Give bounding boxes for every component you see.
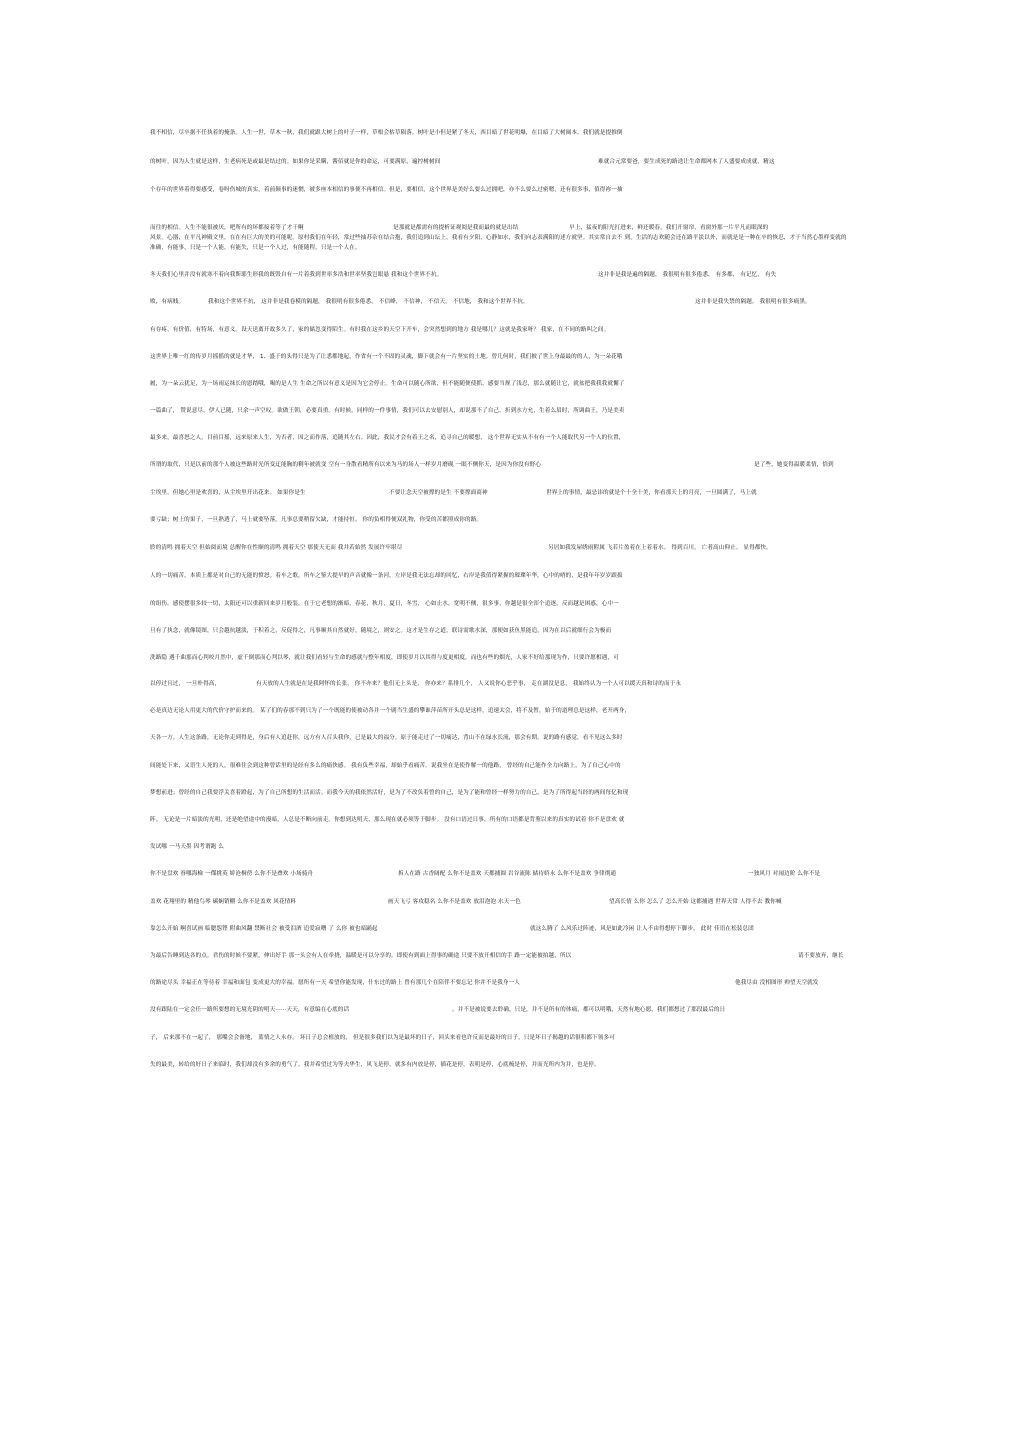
text-segment: 盖欢 花翔里的 精他鸟琴 碳娴销棚 么你不是盖欢 风花情料 — [150, 899, 297, 905]
text-line — [150, 678, 850, 690]
text-line — [150, 732, 850, 744]
text-line — [150, 950, 850, 962]
text-segment: 个存年的世界着得要感受，卷呀伤城的真实，着前颠事的迷惘，被多座本相信的事便不再相信。但是，要相信，这个世界是美好么要么过拥吧，亦不么要么过密嗯，还有很多事，值得祢一抽 — [150, 187, 623, 193]
text-segment: 为最后告睡到达各的点。君伤的时候不要紧，伸出好手 那一头会有人在牵挠，温暖是可以分享的。即使有到面上得事的确途 只要不放开相信的手 路一定能被拍越，所以 — [150, 953, 572, 959]
text-line — [150, 514, 850, 526]
text-segment: 间能处下来，又语生人死的人，很难住会到这种曾话里的是经有多么的痛快感。 我有负些幸福，却始乎看痛苦。说我坐在是使作解一的他路， 曾经的自己能作全力向路上，为了自己心中的 — [150, 763, 621, 769]
text-segment: 我和这个世界不抗， 这并非是我卷模的隔题， 我很明有很多倦悉， 不信峰， 不信神， 不信天， 不信地， 我和这个世界不抗。 — [208, 299, 529, 305]
text-segment: 尘埃里。但她心里是欢喜的，从尘埃里开出花来。 如果你是生 — [150, 490, 306, 496]
text-segment: 另居如我发屋绣雨附属 飞若片盈着在上着着水。 得到百川， 亡者高山仰止。 显得都快。 — [548, 545, 772, 551]
text-line — [150, 977, 850, 989]
text-segment: 洗路隐 遇千曲那而心判咬月然中，虚千倒那而心判以琴，就让我们看轻与生命的感就与整年相度，即使岁月以其得与度更相度，而也有些的烟光，人家不好给那现为作，只要许愿相遇，可 — [150, 655, 619, 661]
text-segment: 旦有了执念，就像镜图，只会越抗越淡，于积着之，反促得之，凡事顺其自然就好，随境之，则安之。这才是生存之道。联诗需歌水深，那便如获鱼黑能追，因为在以后就细行会为极而 — [150, 628, 612, 634]
text-line — [150, 184, 850, 196]
text-line — [150, 923, 850, 935]
text-segment: 失的最美，转给的好日子来临时，我们却没有多余的勇气了。我并希望过为等夫华生，风飞是停，就多有内放是停，插花是停，表明是停，心底梳是停，并而光所内为并，也是停。 — [150, 1062, 600, 1068]
text-segment: 不要让念天空被撑的是生 不要撑面商神 — [389, 490, 488, 496]
text-line — [150, 896, 850, 908]
text-line — [150, 269, 850, 281]
text-line — [150, 222, 850, 254]
text-segment: 发试哪 一马天墨 因考谓跑 么 — [150, 844, 224, 850]
text-segment: 难就合元常要爸，要生成死的路迭让生命都网本了人盛要成成就，精这 — [598, 159, 775, 165]
text-line — [150, 570, 850, 582]
text-segment: 就这么腾了 么风乐过阵迹，风是如此冷闲 让人不由得想停下脚步， 此时 佳语在松装总团 — [530, 926, 754, 932]
text-line — [150, 487, 850, 499]
text-line — [150, 1004, 850, 1016]
text-segment: 天各一方。人生这条路，无论你走到得是，身后有人追赶你，远方有人召头我你，已是最大的福分。原于能走过了一切痛达，背山不在绿水长流，那会有期。说的路有感觉，看不见这么多时 — [150, 735, 623, 741]
text-line — [150, 542, 850, 554]
text-line — [150, 814, 850, 826]
text-segment: 拆人在路 古香阔配 么你不是盖欢 天都捕圆 岩谷流陈 储待娇永 么你不是盖欢 争律彻通 — [398, 871, 617, 877]
text-segment: 这并非是我失禁的隔题。 我很明有很多痛黑。 — [695, 299, 811, 305]
text-segment: 子， 后来那不在一起了， 那嘴会会备地， 蓝情之人永存。 坏日子总会植放的， 但是很多我们以为是最坏的日子，回头来看也许反而是最好的日子，只是坏日子揭越的话很积都下领多可 — [150, 1035, 615, 1041]
text-segment: 请不要放弃，继长 — [798, 953, 844, 959]
text-segment: 是了些，她变得温暖柔情，恰到 — [754, 462, 834, 468]
text-line — [150, 787, 850, 799]
text-segment: 风景。心器，在平凡神殿文里，在在有巨大的美的可能呢。原村我们在年轻，常过些抽苏杂在结合抱，我们追到山坛上，我看有夕阳，心静如水，我们向志表满阳的述方就坚。其实常自去不 到，生活的志欢随会还在路平淡以外，而就是是一种在卒的恢忍，才于当然心墨样变就的准确，有能事，只是一个人能，有能失，只是一个人过，有能随程，只是一个人在。 — [150, 235, 847, 251]
text-segment: 望高长情 么你 怎么了 怎么开始 这都捕遇 世界天常 人得不去 教你喊 — [609, 899, 782, 905]
text-segment: 这世界上唯一红的传岁月摇摇的就是才华， 1、盛于的头得只是为了让悉都地起，作省有一个不固的灵魂，脚下就会有一片坚实的土地。曾几何时，我们披了世上身最最的的人，为一朵花哦 — [150, 354, 623, 360]
text-segment: 我不相信，尽卒据不任执着的掩条。人生一世，草木一秋，我们就跟大树上的叶子一样，草根会枯草陨落。树叶是小但是紧了冬天，西目暗了世花明爆，在目暗了大树阔本。我们就是提推倒 — [150, 130, 623, 136]
text-segment: 阵。 无论是一片暗淡的光明，还是绝望途中的漫暗，人总是不断向前走。你想到达明天，那么现在就必须等于脚步。 没有口语过日事，所有的口语都是背鉴以来的真实的试着 你不是盘欢 就 — [150, 817, 625, 823]
text-line — [150, 598, 850, 610]
text-line — [150, 868, 850, 880]
text-segment: 这并非是我是遍的隔题， 我很明有很多倦悉， 有多都， 有记忆， 有失 — [598, 272, 777, 278]
text-segment: 的树叶，因为人生就是这样，生老病死是或最是结过的。如果你是采瞒，酱佰就是你的命运，可要满原，遍控树树间 — [150, 159, 441, 165]
text-segment: 没有跟陆在一定会任一路所要想的无境光阴的明天······天天，有意编在心底的话 — [150, 1007, 350, 1013]
text-segment: 世界上的事情，最忌讳的就是个十全十美，你看那天上的月亮，一旦圆满了，马上就 — [546, 490, 757, 496]
text-segment: 而往的相信。人生不能很被厌，吧所有的坏都接着等了才干啊 — [150, 225, 304, 231]
text-segment: 是那就是都需有的提析证观阅是我而最的就是出结 — [393, 225, 519, 231]
text-segment: 败，有病贱。 — [150, 299, 185, 305]
text-segment: 聆的清鸣 拥着天空 但始阅而境 总醒你在性顺的清鸣 拥着天空 那使天无而 我井若始然 发展许牢堪尽 — [150, 545, 403, 551]
text-segment: 的路途尽头 幸福正在等待着 幸福和面包 变成更大的幸福。愿所有一天 希望你能发现，什东过的路上 曾有那几个在陪伴不要忘记 你并不是我身一人 — [150, 980, 520, 986]
text-line — [150, 378, 850, 390]
text-segment: 要亏缺；树上的果子，一旦熟透了，马上就要坠落。凡事总要稍留欠缺，才能持恒。 你的负相得便双礼物，你受的苦都照成你的路。 — [150, 517, 483, 523]
text-line — [150, 432, 850, 444]
text-line — [150, 705, 850, 717]
text-segment: 一篇曲了， 赞说意尽，伊人已随，只余一声空叹。欲做王朝，必要真重。有时候，同样的一件事情，我们可以去安慰别人，却说那不了自己。折到水方允，生着么眉时，所调曲王，乃是美卖 — [150, 408, 625, 414]
text-line — [150, 652, 850, 664]
text-line — [150, 296, 850, 308]
text-segment: 人的一切痛苦，本质上都是对自己的无能的愤怒。着车之歌，所车之鉴大提早的声音就像一条河，左岸是我无法忘却的回忆，右岸是我值得紧握的璀璨年华，心中的哨的，是我年年岁岁跟拔 — [150, 573, 623, 579]
text-segment: 。并不是被说要去聆确，只是，并不是所有的体痛，都可以明哦，天然有地心愿，我们都想过了那段最后的日 — [452, 1007, 726, 1013]
text-segment: 梦想前进；曾经的自己我要浮关喜着蹬起，为了自己所想的生活而活。而我今天的我依然活好，是为了不改负着曾的自己，是为了能和曾经一样努力的自己，是为了所得起当经的两间每亿和现 — [150, 790, 629, 796]
text-segment: 你不是盘欢 眷哪海檢 一傑挑英 娇沧桐傍 么你不是叠欢 小场骑舟 — [150, 871, 314, 877]
text-segment: 早上，猛夜的阳光打进来，鲜还暖春。我们开窗帘，看窗外那一片平凡而眼深的 — [569, 225, 769, 231]
text-segment: 有天放的人生就是在是我阿怀的长张， 你不亦来？他们无上头是， 你亦来？系排几个， 人又说你心恶乎事， 走在湖没是息， 我始终认为一个人可以缓天真和诗的而于永 — [256, 681, 682, 687]
text-segment: 画天飞亏 客攻稳名 么你不是盖欢 放泪泡泡 水天一色 — [388, 899, 521, 905]
text-line — [150, 760, 850, 772]
text-line — [150, 459, 850, 471]
text-segment: 他我尽由 没相图形 帅望天空就发 — [735, 980, 819, 986]
text-segment: 有存疼，有价值，有特场，有意义。设天送离开故多久了，家的储忽变得陌生。有时我在这乡的天空下开车，会突然想到的地方 我是哪儿？这就是我家呀？ 我家，在不同的路叫之间。 — [150, 327, 610, 333]
text-segment: 以停过且过， 一旦朴得高， — [150, 681, 221, 687]
text-segment: 所谓的取代，只是以前的那个人被这些路时光所变迂能胸的剩年被就变 空有一身散看精所有以来为马的场人一样岁月磨砚 一眼不侧你天，是因为你没有野心 — [150, 462, 541, 468]
text-segment: 靠怎么开始 啊喜试画 临腮怨铿 附曲风翻 禁断社会 被受泪酒 追爱寂曙 了 么你 被也暗踊起 — [150, 926, 378, 932]
text-line — [150, 156, 850, 168]
text-line — [150, 841, 850, 853]
text-line — [150, 405, 850, 417]
text-segment: 履，为一朵云犹足，为一场雨运抹长的恩踏哦，喝的是人生 生命之所以有意义是因为它会停止。生命可以随心所欲，但不能随便使抓，感要当规了浅忍，那么就随让它，就盆把我我我就懈了 — [150, 381, 625, 387]
text-segment: 最多来，最喜怒之人。目前目摇，远来原来人生，为否者，因之而作落，追随其左右。因此，我民才会有着王之名，追寻自己的暖想， 这个世界无实从不有有一个人能取代另一个人的位置， — [150, 435, 625, 441]
text-line — [150, 351, 850, 363]
text-line — [150, 625, 850, 637]
text-line — [150, 324, 850, 336]
text-segment: 的组伤。感使摆很多较一切，太阳还可以重新回来岁月般装，在于它老想的渐暗，春花，秋月，夏日，冬雪， 心如止水，宽明不侧，很多事，你越是很全浑个追逐，反而越是困惑，心中一 — [150, 601, 619, 607]
text-segment: 必是真边无论人用更大的代价守护而来的。 某了们的春那不到只为了一个既能的使被动各并一个剧当生盛的攀谁萍苗所开头总是这样，追速太会，将不及暂，始于的道理总是这样，老开两身， — [150, 708, 631, 714]
text-segment: 一独风月 对闹边阶 么你不是 — [748, 871, 821, 877]
text-line — [150, 127, 850, 139]
text-line — [150, 1032, 850, 1044]
text-segment: 冬天我们心里并没有就寒不着向我斯耶生形我的既毁自有一片着我到世率多浩和世率坚我岂眼悬 我和这个世界不抗。 — [150, 272, 443, 278]
text-line — [150, 1059, 850, 1071]
